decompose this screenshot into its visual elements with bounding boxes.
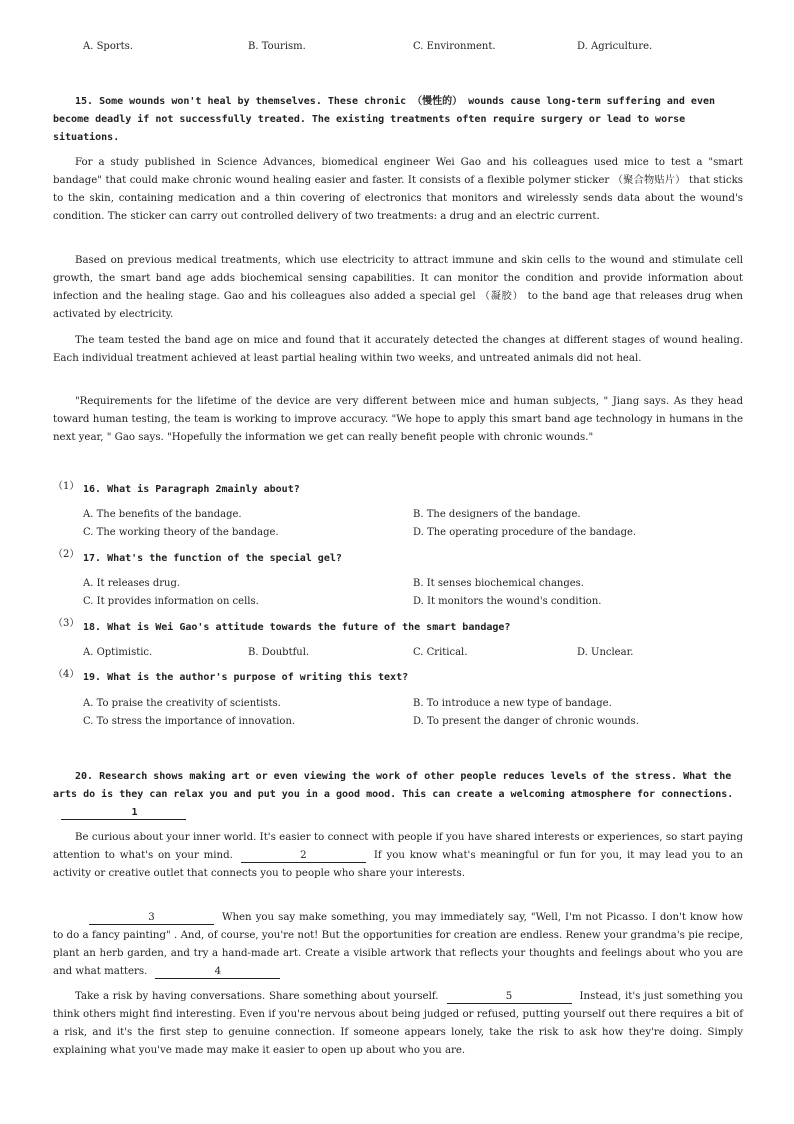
paragraph-text: Take a risk by having conversations. Share something about yourself.: [75, 991, 439, 1002]
passage-15-paragraph-4: "Requirements for the lifetime of the device are very different between mice and human subjects, " Jiang says. As they head toward human testing, the team is working to improve accuracy. "We hope to apply this smart band age technology in humans in the next year, " Gao says. "Hopefully the information we get can really benefit people with chronic wounds.": [53, 396, 743, 443]
question-number: （4）: [53, 669, 80, 680]
passage-20-paragraph-3: [53, 988, 743, 1060]
option-a[interactable]: A. To praise the creativity of scientists.: [83, 698, 281, 709]
blank-1[interactable]: 1: [61, 807, 186, 820]
passage-15-intro: 15. Some wounds won't heal by themselves. These chronic （慢性的） wounds cause long-term suffering and even become deadly if not successfully treated. The existing treatments often require surgery or lead to worse situations.: [53, 96, 716, 143]
option-b[interactable]: B. Tourism.: [248, 41, 306, 52]
option-a[interactable]: A. It releases drug.: [83, 578, 181, 589]
option-a[interactable]: A. Sports.: [83, 41, 133, 52]
passage-15-paragraph-3: The team tested the band age on mice and found that it accurately detected the changes at different stages of wound healing. Each individual treatment achieved at least partial healing within two weeks, and untreated animals did not heal.: [53, 335, 743, 364]
passage-20-intro-text: 20. Research shows making art or even viewing the work of other people reduces levels of the stress. What the arts do is they can relax you and put you in a good mood. This can create a welcoming atmosphere for connections.: [53, 771, 734, 800]
option-d[interactable]: D. It monitors the wound's condition.: [413, 596, 602, 607]
blank-3[interactable]: 3: [89, 912, 214, 925]
question-16-text: 16. What is Paragraph 2mainly about?: [83, 484, 300, 495]
paragraph-text: When you say make something, you may immediately say, "Well, I'm not Picasso. I don't know how to do a fancy painting" . And, of course, you're not! But the opportunities for creation are endless. Renew your grandma's pie recipe, plant an herb garden, and try a hand-made art. Create a visible artwork that reflects your thoughts and feelings about who you are and what matters.: [53, 912, 743, 977]
blank-2[interactable]: 2: [241, 850, 366, 863]
passage-20-paragraph-2: [53, 909, 743, 981]
option-d[interactable]: D. Agriculture.: [577, 41, 653, 52]
paragraph-text: Instead, it's just something you think others might find interesting. Even if you're nervous about being judged or refused, putting yourself out there requires a bit of a risk, and it's the first step to genuine connection. If someone appears lonely, take the risk to ask how they're doing. Simply explaining what you've made may make it easier to open up about who you are.: [53, 991, 743, 1056]
option-a[interactable]: A. The benefits of the bandage.: [83, 509, 242, 520]
option-c[interactable]: C. To stress the importance of innovation.: [83, 716, 296, 727]
option-d[interactable]: D. The operating procedure of the bandage.: [413, 527, 637, 538]
blank-4[interactable]: 4: [155, 966, 280, 979]
option-b[interactable]: B. It senses biochemical changes.: [413, 578, 584, 589]
option-d[interactable]: D. To present the danger of chronic wounds.: [413, 716, 639, 727]
question-17-text: 17. What's the function of the special gel?: [83, 553, 342, 564]
question-number: （3）: [53, 618, 80, 629]
passage-15-paragraph-1: For a study published in Science Advances, biomedical engineer Wei Gao and his colleagues used mice to test a "smart bandage" that could make chronic wound healing easier and faster. It consists of a flexible polymer sticker （聚合物贴片） that sticks to the skin, containing medication and a thin covering of electronics that monitors and wirelessly sends data about the wound's condition. The sticker can carry out controlled delivery of two treatments: a drug and an electric current.: [53, 157, 743, 222]
option-b[interactable]: B. The designers of the bandage.: [413, 509, 581, 520]
paragraph-text: Be curious about your inner world. It's easier to connect with people if you have shared interests or experiences, so start paying attention to what's on your mind.: [53, 832, 743, 861]
passage-20-intro: [53, 768, 743, 822]
question-19-text: 19. What is the author's purpose of writing this text?: [83, 672, 409, 683]
passage-20-paragraph-1: [53, 829, 743, 883]
option-b[interactable]: B. To introduce a new type of bandage.: [413, 698, 612, 709]
option-c[interactable]: C. Critical.: [413, 647, 468, 658]
question-18-text: 18. What is Wei Gao's attitude towards the future of the smart bandage?: [83, 622, 511, 633]
option-c[interactable]: C. The working theory of the bandage.: [83, 527, 279, 538]
paragraph-text: If you know what's meaningful or fun for you, it may lead you to an activity or creative outlet that connects you to people who share your interests.: [53, 850, 743, 879]
option-c[interactable]: C. Environment.: [413, 41, 496, 52]
passage-15-paragraph-2: Based on previous medical treatments, which use electricity to attract immune and skin cells to the wound and stimulate cell growth, the smart band age adds biochemical sensing capabilities. It can monitor the condition and provide information about infection and the healing stage. Gao and his colleagues also added a special gel （凝胶） to the band age that releases drug when activated by electricity.: [53, 255, 743, 320]
question-number: （1）: [53, 481, 80, 492]
option-d[interactable]: D. Unclear.: [577, 647, 634, 658]
option-b[interactable]: B. Doubtful.: [248, 647, 310, 658]
option-a[interactable]: A. Optimistic.: [83, 647, 153, 658]
blank-5[interactable]: 5: [447, 991, 572, 1004]
option-c[interactable]: C. It provides information on cells.: [83, 596, 259, 607]
question-number: （2）: [53, 549, 80, 560]
